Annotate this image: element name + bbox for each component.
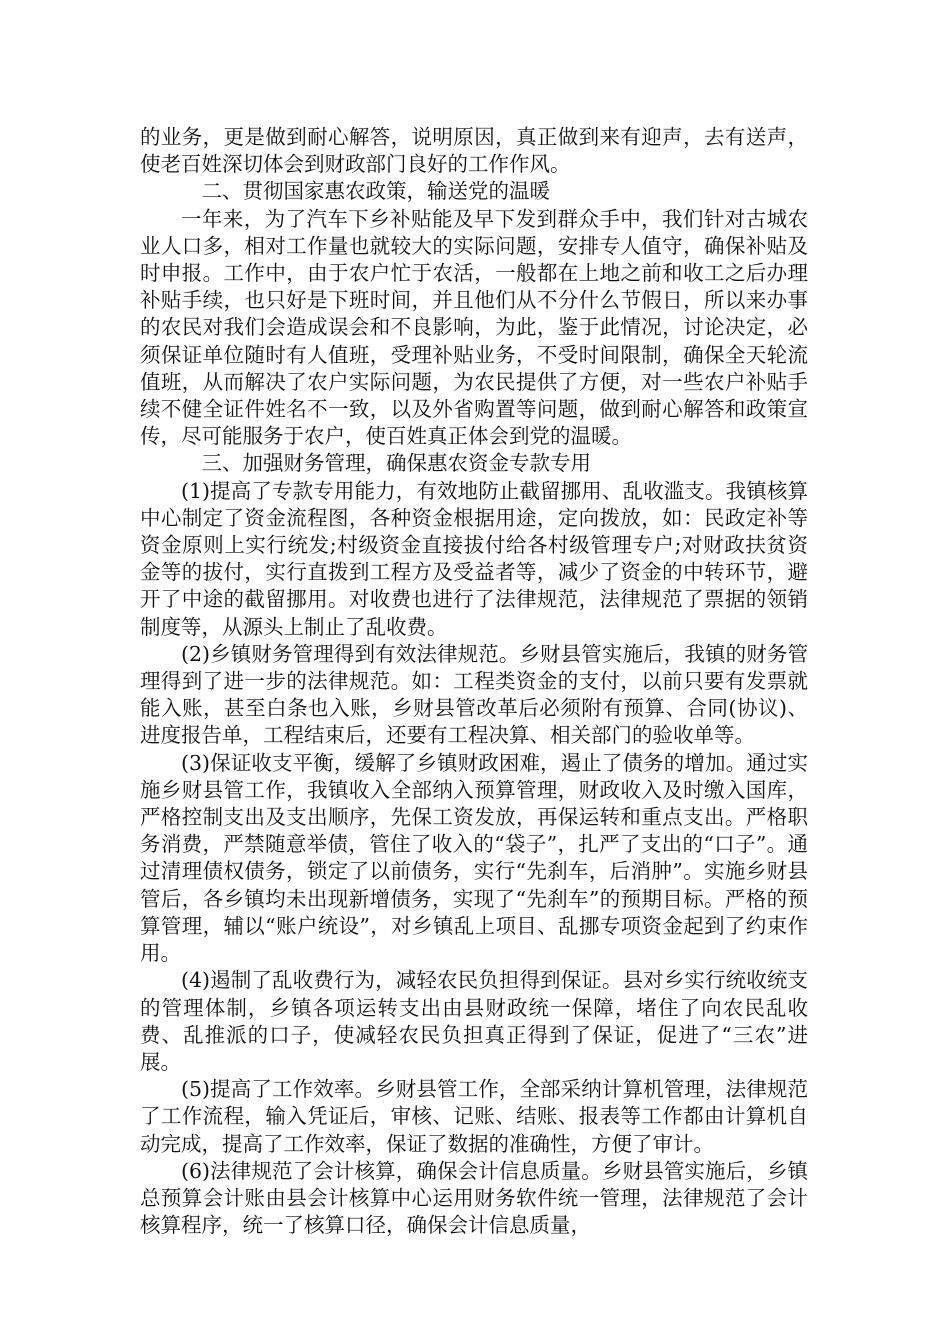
section-heading-3: 三、加强财务管理，确保惠农资金专款专用 [201, 451, 591, 476]
paragraph-item-2: (2)乡镇财务管理得到有效法律规范。乡财县管实施后，我镇的财务管理得到了进一步的法律规范。如：工程类资金的支付，以前只要有发票就能入账，甚至白条也入账，乡财县管改革后必须附有预算、合同(协议)、进度报告单，工程结束后，还要有工程决算、相关部门的验收单等。 [140, 641, 808, 748]
paragraph-subsidy: 一年来，为了汽车下乡补贴能及早下发到群众手中，我们针对古城农业人口多，相对工作量也就较大的实际问题，安排专人值守，确保补贴及时申报。工作中，由于农户忙于农活，一般都在上地之前和收工之后办理补贴手续，也只好是下班时间，并且他们从不分什么节假日，所以来办事的农民对我们会造成误会和不良影响，为此，鉴于此情况，讨论决定，必须保证单位随时有人值班，受理补贴业务，不受时间限制，确保全天轮流值班，从而解决了农户实际问题，为农民提供了方便，对一些农户补贴手续不健全证件姓名不一致，以及外省购置等问题，做到耐心解答和政策宣传，尽可能服务于农户，使百姓真正体会到党的温暖。 [140, 206, 808, 449]
document-body [140, 124, 808, 1239]
section-heading-2: 二、贯彻国家惠农政策，输送党的温暖 [201, 179, 550, 204]
paragraph-item-6: (6)法律规范了会计核算，确保会计信息质量。乡财县管实施后，乡镇总预算会计账由县会计核算中心运用财务软件统一管理，法律规范了会计核算程序，统一了核算口径，确保会计信息质量， [140, 1158, 808, 1238]
paragraph-continuation: 的业务，更是做到耐心解答，说明原因，真正做到来有迎声，去有送声，使老百姓深切体会到财政部门良好的工作作风。 [140, 125, 808, 177]
paragraph-item-3: (3)保证收支平衡，缓解了乡镇财政困难，遏止了债务的增加。通过实施乡财县管工作，我镇收入全部纳入预算管理，财政收入及时缴入国库，严格控制支出及支出顺序，先保工资发放，再保运转和重点支出。严格职务消费，严禁随意举债，管住了收入的“袋子”，扎严了支出的“口子”。通过清理债权债务，锁定了以前债务，实行“先刹车，后消肿”。实施乡财县管后，各乡镇均未出现新增债务，实现了“先刹车”的预期目标。严格的预算管理，辅以“账户统设”，对乡镇乱上项目、乱挪专项资金起到了约束作用。 [140, 750, 808, 966]
paragraph-item-4: (4)遏制了乱收费行为，减轻农民负担得到保证。县对乡实行统收统支的管理体制，乡镇各项运转支出由县财政统一保障，堵住了向农民乱收费、乱推派的口子，使减轻农民负担真正得到了保证，促进了“三农”进展。 [140, 968, 808, 1074]
paragraph-item-1: (1)提高了专款专用能力，有效地防止截留挪用、乱收滥支。我镇核算中心制定了资金流程图，各种资金根据用途，定向拨放，如：民政定补等资金原则上实行统发;村级资金直接拔付给各村级管理专户;对财政扶贫资金等的拔付，实行直拨到工程方及受益者等，减少了资金的中转环节，避开了中途的截留挪用。对收费也进行了法律规范，法律规范了票据的领销制度等，从源头上制止了乱收费。 [140, 478, 808, 639]
paragraph-item-5: (5)提高了工作效率。乡财县管工作，全部采纳计算机管理，法律规范了工作流程，输入凭证后，审核、记账、结账、报表等工作都由计算机自动完成，提高了工作效率，保证了数据的准确性，方便了审计。 [140, 1077, 808, 1156]
